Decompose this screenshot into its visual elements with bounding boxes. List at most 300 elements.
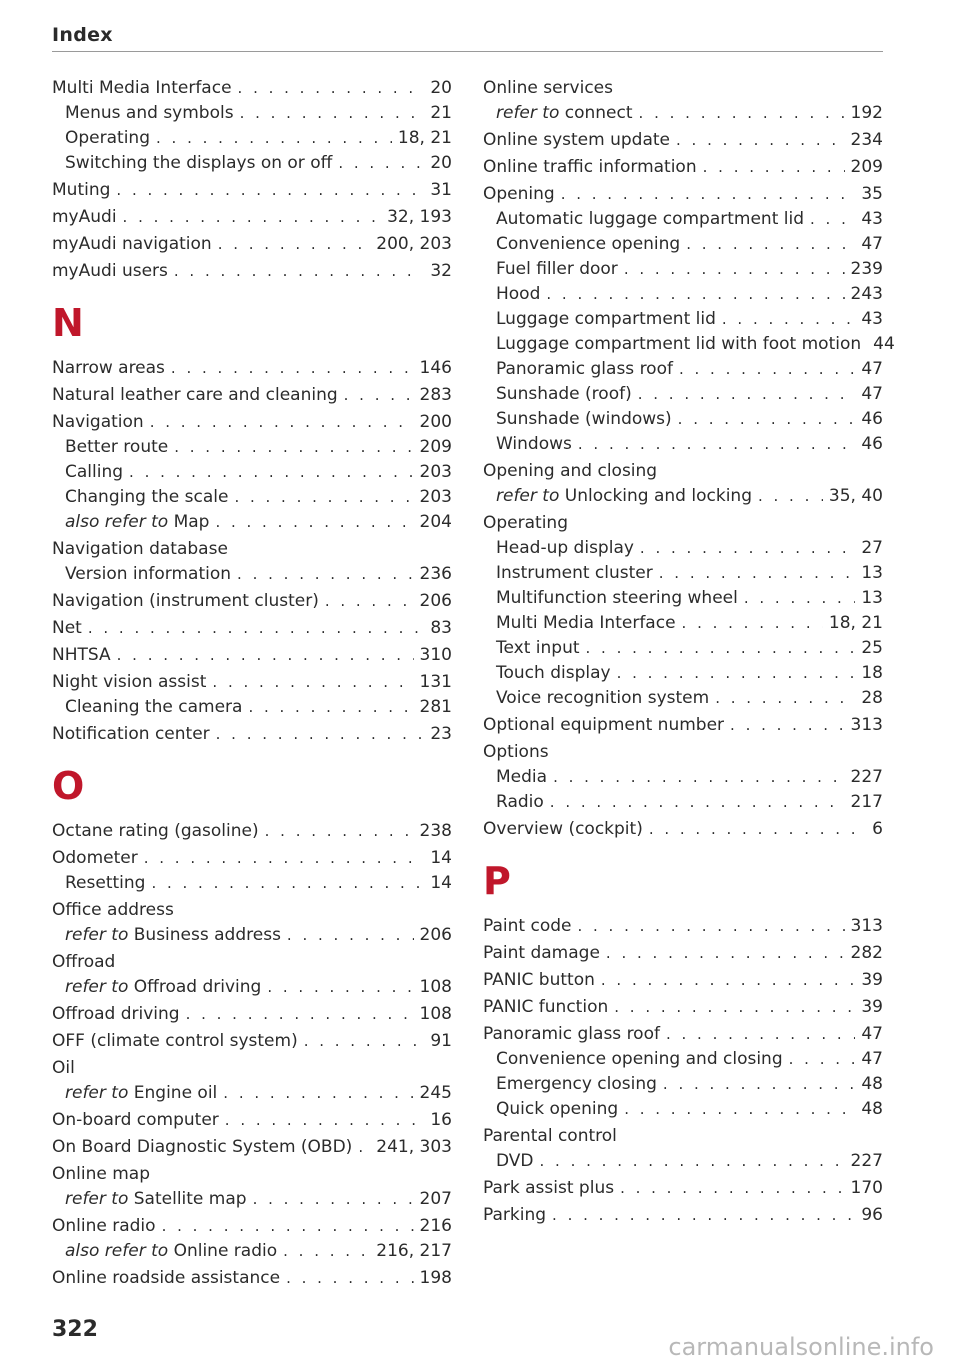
dot-leader <box>617 661 856 686</box>
page-reference: 18, 21 <box>397 128 452 148</box>
index-entry <box>52 1029 452 1054</box>
dot-leader <box>744 586 856 611</box>
cross-reference-prefix: also refer to <box>65 1241 169 1261</box>
index-term: Multifunction steering wheel <box>496 588 738 608</box>
page-reference: 47 <box>861 384 883 404</box>
page-reference: 46 <box>861 409 883 429</box>
page-reference: 108 <box>419 1004 452 1024</box>
index-entry <box>52 643 452 668</box>
index-subentry <box>483 432 883 457</box>
dot-leader <box>553 765 844 790</box>
dot-leader <box>234 485 413 510</box>
index-term: Operating <box>483 513 568 533</box>
page-reference: 21 <box>430 103 452 123</box>
cross-reference-prefix: refer to <box>65 925 129 945</box>
dot-leader <box>639 101 845 126</box>
page-reference: 310 <box>419 645 452 665</box>
section-letter: N <box>52 301 84 345</box>
page-reference: 48 <box>861 1074 883 1094</box>
dot-leader <box>606 941 845 966</box>
page-reference: 203 <box>419 487 452 507</box>
page-number: 322 <box>52 1317 98 1342</box>
page-reference: 83 <box>430 618 452 638</box>
page-reference: 198 <box>419 1268 452 1288</box>
page-reference: 32 <box>430 261 452 281</box>
index-column-right <box>483 76 895 1228</box>
dot-leader <box>304 1029 425 1054</box>
index-entry <box>483 459 883 484</box>
index-term: Opening <box>483 184 555 204</box>
index-term: Offroad driving <box>133 977 262 997</box>
page-reference: 236 <box>419 564 452 584</box>
page-reference: 200 <box>419 412 452 432</box>
page-reference: 209 <box>850 157 883 177</box>
dot-leader <box>88 616 425 641</box>
page-reference: 39 <box>861 997 883 1017</box>
dot-leader <box>614 995 855 1020</box>
index-term: Cleaning the camera <box>65 697 243 717</box>
index-entry <box>52 1135 452 1160</box>
index-entry <box>52 846 452 871</box>
page-reference: 43 <box>861 209 883 229</box>
index-subentry <box>52 695 452 720</box>
index-entry <box>52 670 452 695</box>
dot-leader <box>578 432 855 457</box>
index-subentry <box>52 1081 452 1106</box>
index-term: Convenience opening <box>496 234 681 254</box>
index-term: Multi Media Interface <box>52 78 232 98</box>
dot-leader <box>758 484 823 509</box>
index-term: Quick opening <box>496 1099 619 1119</box>
index-term: Luggage compartment lid with foot motion <box>496 334 862 354</box>
index-entry <box>52 1056 452 1081</box>
page-reference: 43 <box>861 309 883 329</box>
dot-leader <box>174 259 424 284</box>
page-reference: 47 <box>861 1024 883 1044</box>
index-term: Calling <box>65 462 124 482</box>
dot-leader <box>679 357 855 382</box>
index-entry <box>483 1176 883 1201</box>
dot-leader <box>267 975 413 1000</box>
dot-leader <box>240 101 425 126</box>
index-term: connect <box>564 103 633 123</box>
dot-leader <box>186 1002 414 1027</box>
dot-leader <box>620 1176 844 1201</box>
index-term: Parking <box>483 1205 547 1225</box>
index-term: Switching the displays on or off <box>65 153 333 173</box>
page-reference: 23 <box>430 724 452 744</box>
index-term: Night vision assist <box>52 672 207 692</box>
dot-leader <box>144 846 425 871</box>
page-reference: 48 <box>861 1099 883 1119</box>
index-subentry <box>483 257 883 282</box>
index-term: Automatic luggage compartment lid <box>496 209 805 229</box>
cross-reference-prefix: refer to <box>496 486 560 506</box>
index-entry <box>52 356 452 381</box>
dot-leader <box>212 670 413 695</box>
page-reference: 39 <box>861 970 883 990</box>
page-reference: 25 <box>861 638 883 658</box>
dot-leader <box>216 722 425 747</box>
page-reference: 216, 217 <box>376 1241 452 1261</box>
index-entry <box>52 259 452 284</box>
index-subentry <box>52 871 452 896</box>
index-term: Paint code <box>483 916 572 936</box>
index-entry <box>483 1203 883 1228</box>
index-term: Oil <box>52 1058 75 1078</box>
index-entry <box>52 616 452 641</box>
index-subentry <box>483 1047 883 1072</box>
index-term: OFF (climate control system) <box>52 1031 298 1051</box>
index-subentry <box>483 357 883 382</box>
index-subentry <box>483 586 883 611</box>
index-term: Media <box>496 767 548 787</box>
index-term: Text input <box>496 638 580 658</box>
index-subentry <box>483 790 883 815</box>
dot-leader <box>150 410 414 435</box>
index-term: Navigation database <box>52 539 228 559</box>
index-term: Voice recognition system <box>496 688 710 708</box>
index-subentry <box>483 232 883 257</box>
index-entry <box>483 817 883 842</box>
cross-reference-prefix: refer to <box>496 103 560 123</box>
dot-leader <box>248 695 413 720</box>
dot-leader <box>715 686 855 711</box>
page-reference: 13 <box>861 563 883 583</box>
index-entry <box>52 1214 452 1239</box>
index-term: Odometer <box>52 848 138 868</box>
index-term: Online map <box>52 1164 151 1184</box>
index-term: myAudi users <box>52 261 168 281</box>
dot-leader <box>678 407 856 432</box>
index-term: Optional equipment number <box>483 715 725 735</box>
index-term: Version information <box>65 564 232 584</box>
index-term: myAudi <box>52 207 117 227</box>
index-term: DVD <box>496 1151 534 1171</box>
index-term: Overview (cockpit) <box>483 819 643 839</box>
index-subentry <box>483 332 895 357</box>
index-term: On-board computer <box>52 1110 219 1130</box>
index-subentry <box>483 1097 883 1122</box>
index-term: Online services <box>483 78 613 98</box>
index-subentry <box>52 101 452 126</box>
page-reference: 216 <box>419 1216 452 1236</box>
dot-leader <box>162 1214 414 1239</box>
page-reference: 47 <box>861 1049 883 1069</box>
dot-leader <box>215 510 413 535</box>
page-reference: 35, 40 <box>828 486 883 506</box>
index-subentry <box>52 923 452 948</box>
page-reference: 241, 303 <box>376 1137 452 1157</box>
page-reference: 203 <box>419 462 452 482</box>
page-reference: 13 <box>861 588 883 608</box>
dot-leader <box>116 178 424 203</box>
dot-leader <box>676 128 845 153</box>
page-reference: 46 <box>861 434 883 454</box>
page-reference: 239 <box>850 259 883 279</box>
dot-leader <box>265 819 414 844</box>
page-reference: 47 <box>861 234 883 254</box>
index-term: Hood <box>496 284 541 304</box>
dot-leader <box>649 817 866 842</box>
cross-reference-prefix: refer to <box>65 1083 129 1103</box>
page-reference: 20 <box>430 78 452 98</box>
index-entry <box>52 410 452 435</box>
index-term: Radio <box>496 792 544 812</box>
index-subentry <box>483 536 883 561</box>
dot-leader <box>151 871 424 896</box>
index-subentry <box>483 611 883 636</box>
page-reference: 28 <box>861 688 883 708</box>
index-term: Online system update <box>483 130 670 150</box>
index-term: Notification center <box>52 724 210 744</box>
dot-leader <box>117 643 414 668</box>
dot-leader <box>129 460 414 485</box>
index-term: Head-up display <box>496 538 634 558</box>
index-term: Sunshade (windows) <box>496 409 672 429</box>
index-entry <box>483 511 883 536</box>
index-term: PANIC button <box>483 970 595 990</box>
page-reference: 238 <box>419 821 452 841</box>
index-term: Navigation (instrument cluster) <box>52 591 319 611</box>
index-term: Online traffic information <box>483 157 697 177</box>
index-entry <box>483 740 883 765</box>
dot-leader <box>344 383 414 408</box>
index-entry <box>483 914 883 939</box>
index-subentry <box>52 1239 452 1264</box>
page-reference: 217 <box>850 792 883 812</box>
page-reference: 204 <box>419 512 452 532</box>
dot-leader <box>586 636 856 661</box>
page-reference: 27 <box>861 538 883 558</box>
index-term: Navigation <box>52 412 144 432</box>
index-entry <box>52 1162 452 1187</box>
index-entry <box>483 155 883 180</box>
page-reference: 14 <box>430 848 452 868</box>
index-subentry <box>483 1149 883 1174</box>
page-header-title: Index <box>52 24 113 46</box>
index-subentry <box>483 765 883 790</box>
page-reference: 245 <box>419 1083 452 1103</box>
index-subentry <box>483 636 883 661</box>
page-reference: 207 <box>419 1189 452 1209</box>
index-term: Offroad driving <box>52 1004 180 1024</box>
dot-leader <box>174 435 413 460</box>
dot-leader <box>237 562 414 587</box>
dot-leader <box>666 1022 855 1047</box>
index-subentry <box>483 661 883 686</box>
dot-leader <box>552 1203 855 1228</box>
dot-leader <box>253 1187 414 1212</box>
page-reference: 44 <box>873 334 895 354</box>
page-reference: 20 <box>430 153 452 173</box>
index-term: Offroad <box>52 952 116 972</box>
index-entry <box>52 819 452 844</box>
index-term: Options <box>483 742 549 762</box>
page-reference: 146 <box>419 358 452 378</box>
index-entry <box>52 722 452 747</box>
page-reference: 206 <box>419 925 452 945</box>
index-subentry <box>52 126 452 151</box>
index-entry <box>52 1108 452 1133</box>
index-subentry <box>483 686 883 711</box>
page-reference: 16 <box>430 1110 452 1130</box>
index-subentry <box>483 484 883 509</box>
page-reference: 31 <box>430 180 452 200</box>
dot-leader <box>338 151 424 176</box>
index-subentry <box>483 407 883 432</box>
index-term: Opening and closing <box>483 461 658 481</box>
index-term: Park assist plus <box>483 1178 615 1198</box>
dot-leader <box>156 126 392 151</box>
index-entry <box>52 178 452 203</box>
page-reference: 234 <box>850 130 883 150</box>
index-term: Panoramic glass roof <box>483 1024 660 1044</box>
index-term: Satellite map <box>133 1189 247 1209</box>
index-entry <box>483 995 883 1020</box>
index-entry <box>483 1124 883 1149</box>
page-reference: 227 <box>850 767 883 787</box>
index-entry <box>52 1266 452 1291</box>
page-reference: 192 <box>850 103 883 123</box>
dot-leader <box>546 282 844 307</box>
page-reference: 206 <box>419 591 452 611</box>
index-term: Operating <box>65 128 150 148</box>
index-column-left <box>52 76 452 1291</box>
index-entry <box>483 941 883 966</box>
index-term: Online roadside assistance <box>52 1268 281 1288</box>
dot-leader <box>358 1135 370 1160</box>
index-term: Better route <box>65 437 169 457</box>
index-term: Menus and symbols <box>65 103 234 123</box>
index-entry <box>52 537 452 562</box>
index-entry <box>483 182 883 207</box>
index-entry <box>52 589 452 614</box>
dot-leader <box>601 968 855 993</box>
index-term: Multi Media Interface <box>496 613 676 633</box>
index-entry <box>52 76 452 101</box>
index-term: Luggage compartment lid <box>496 309 716 329</box>
index-subentry <box>52 1187 452 1212</box>
index-entry <box>483 128 883 153</box>
index-subentry <box>52 151 452 176</box>
page-reference: 282 <box>850 943 883 963</box>
page-reference: 227 <box>850 1151 883 1171</box>
index-term: Changing the scale <box>65 487 229 507</box>
page-reference: 35 <box>861 184 883 204</box>
dot-leader <box>638 382 856 407</box>
index-term: Paint damage <box>483 943 600 963</box>
dot-leader <box>624 257 845 282</box>
page-reference: 91 <box>430 1031 452 1051</box>
page-reference: 18 <box>861 663 883 683</box>
dot-leader <box>287 923 414 948</box>
index-entry <box>52 232 452 257</box>
page-reference: 96 <box>861 1205 883 1225</box>
dot-leader <box>283 1239 370 1264</box>
index-term: Online radio <box>173 1241 278 1261</box>
dot-leader <box>561 182 856 207</box>
index-entry <box>52 383 452 408</box>
page-reference: 313 <box>850 715 883 735</box>
index-term: On Board Diagnostic System (OBD) <box>52 1137 353 1157</box>
section-letter: O <box>52 764 85 808</box>
page-reference: 170 <box>850 1178 883 1198</box>
page-reference: 108 <box>419 977 452 997</box>
index-term: Fuel filler door <box>496 259 618 279</box>
index-term: Panoramic glass roof <box>496 359 673 379</box>
index-subentry <box>52 435 452 460</box>
index-subentry <box>52 510 452 535</box>
dot-leader <box>703 155 845 180</box>
dot-leader <box>686 232 855 257</box>
page-reference: 209 <box>419 437 452 457</box>
index-term: Map <box>173 512 210 532</box>
page-reference: 200, 203 <box>376 234 452 254</box>
page-reference: 32, 193 <box>387 207 452 227</box>
cross-reference-prefix: also refer to <box>65 512 169 532</box>
index-entry <box>483 76 883 101</box>
dot-leader <box>663 1072 855 1097</box>
page-reference: 14 <box>430 873 452 893</box>
index-term: Resetting <box>65 873 146 893</box>
index-entry <box>52 950 452 975</box>
page-reference: 243 <box>850 284 883 304</box>
index-term: Muting <box>52 180 111 200</box>
index-term: Sunshade (roof) <box>496 384 632 404</box>
index-term: Instrument cluster <box>496 563 653 583</box>
dot-leader <box>325 589 414 614</box>
dot-leader <box>577 914 844 939</box>
index-term: PANIC function <box>483 997 609 1017</box>
page-reference: 47 <box>861 359 883 379</box>
index-term: Online radio <box>52 1216 156 1236</box>
index-term: Parental control <box>483 1126 617 1146</box>
index-term: Natural leather care and cleaning <box>52 385 338 405</box>
index-term: Narrow areas <box>52 358 165 378</box>
dot-leader <box>223 1081 413 1106</box>
index-subentry <box>52 562 452 587</box>
index-entry <box>52 205 452 230</box>
index-term: Octane rating (gasoline) <box>52 821 259 841</box>
index-term: NHTSA <box>52 645 111 665</box>
cross-reference-prefix: refer to <box>65 977 129 997</box>
dot-leader <box>722 307 855 332</box>
page-reference: 131 <box>419 672 452 692</box>
index-term: Unlocking and locking <box>564 486 752 506</box>
dot-leader <box>225 1108 425 1133</box>
dot-leader <box>540 1149 845 1174</box>
dot-leader <box>238 76 425 101</box>
index-subentry <box>52 460 452 485</box>
dot-leader <box>810 207 855 232</box>
cross-reference-prefix: refer to <box>65 1189 129 1209</box>
index-subentry <box>483 1072 883 1097</box>
index-subentry <box>483 207 883 232</box>
index-entry <box>483 968 883 993</box>
index-entry <box>52 898 452 923</box>
index-entry <box>483 713 883 738</box>
section-letter: P <box>483 859 511 903</box>
index-entry <box>483 1022 883 1047</box>
dot-leader <box>640 536 855 561</box>
index-term: Net <box>52 618 82 638</box>
index-subentry <box>483 101 883 126</box>
page-reference: 313 <box>850 916 883 936</box>
dot-leader <box>550 790 845 815</box>
dot-leader <box>730 713 845 738</box>
dot-leader <box>789 1047 856 1072</box>
